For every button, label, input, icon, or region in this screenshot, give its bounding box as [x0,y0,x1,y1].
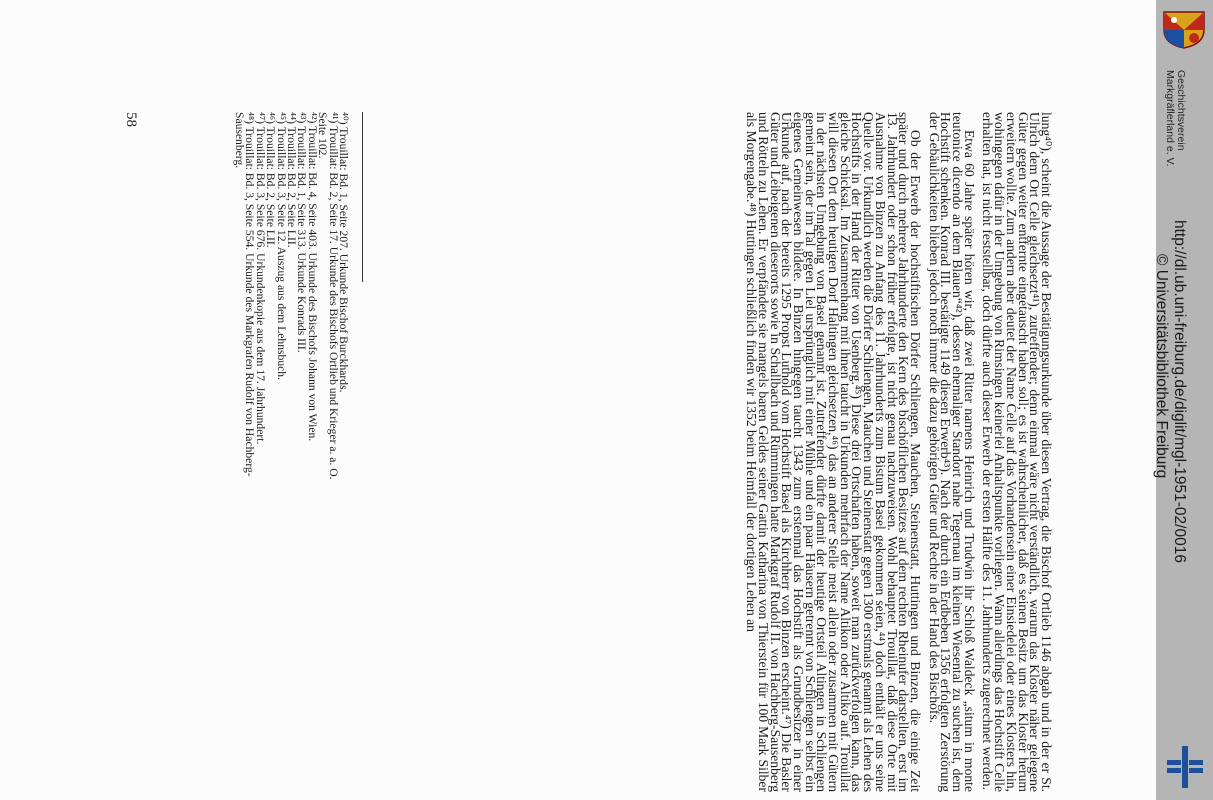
paragraph: Ob der Erwerb der hochstiftischen Dörfer Schliengen, Mauchen, Steinenstatt, Huttingen und Binzen, die einige Zeit später und durch mehrere Jahrhunderte den Kern des bischöflichen Besitzes auf dem rechten Rheinufer darstellten, erst im 13. Jahrhundert oder schon früher erfolgte, ist nicht genau nachzuweisen. Wohl behauptet Trouillat, daß diese Orte mit Ausnahme von Binzen zu Anfang des 11. Jahrhunderts zum Bistum Basel gekommen seien,⁴⁴) doch enthält er uns seine Quelle vor. Urkundlich werden die Dörfer Schliengen, Mauchen und Steinenstatt gegen 1300 erstmals genannt als Lehen des Hochstifts in der Hand der Ritter von Usenberg.⁴⁵) Diese drei Ortschaften haben, soweit man zurückverfolgen kann, das gleiche Schicksal. Im Zusammenhang mit ihnen taucht in Urkunden mehrfach der Name Altikon oder Altiko auf. Trouillat will diesen Ort dem heutigen Dorf Haltingen gleichsetzen,⁴⁶) das an anderer Stelle meist allein oder zusammen mit Gütern in der nächsten Umgebung von Basel genannt ist. Zutreffender dürfte damit der heutige Ortsteil Altingen in Schliengen gemeint sein, der im Tal gegen Liel ursprünglich mit einer Mühle und ein paar Häusern getrennt von Schliengen selbst ein eigenes Gemeinwesen bildete. In Binzen hingegen taucht 1343 zum erstenmal das Hochstift als Grundbesitzer in einer Urkunde auf, nach der bereits 1295 Propst Luthold vom Hochstift Basel als Kirchherr von Binzen erscheint.⁴⁷) Die Basler Güter und Leibeigenen dieserorts sowie in Schallbach und Rümmingen hatte Markgraf Rudolf II. von Hachberg-Sausenberg und Rötteln zu Lehen. Er verpfändete sie mangels baren Geldes seiner Gattin Katharina von Thierstein für 100 Mark Silber als Morgengabe.⁴⁸) Huttingen schließlich finden wir 1352 beim Heimfall der dortigen Lehen an [744,112,923,792]
society-line-1: Geschichtsverein [1175,70,1187,151]
coat-of-arms-logo-icon [1160,8,1208,50]
footnote: ⁴¹) Trouillat: Bd. 2, Seite 17. Urkunde des Bischofs Ortlieb und Krieger a. a. O. [326,112,340,480]
footnote: ⁴⁰) Trouillat: Bd. 1, Seite 207. Urkunde Bischof Burckhards. [337,112,350,393]
permalink-url[interactable]: http://dl.ub.uni-freiburg.de/diglit/mgl-1951-02/0016 [1171,220,1188,563]
footnote: ⁴⁷) Trouillat: Bd. 3, Seite 676. Urkundenkopie aus dem 17. Jahrhundert. [253,112,267,445]
footnote: Seite 102. [316,112,330,159]
ub-freiburg-logo-icon [1163,744,1209,790]
footnote: ⁴⁴) Trouillat: Bd. 2, Seite LII. [284,112,298,248]
paragraph: Etwa 60 Jahre später hören wir, daß zwei Ritter namens Heinrich und Trudwin ihr Schloß Waldeck „situm in monte teutonice dicendo an dem Blauen“⁴²), dessen ehemaliger Standort nahe Tegernau im kleinen Wiesental zu suchen ist, dem Hochstift schenken. Konrad III. bestätigte 1149 diesen Erwerb⁴³). Nach der durch ein Erdbeben 1356 erfolgten Zerstörung der Gebäulichkeiten blieben jedoch noch immer die dazu gehörigen Güter und Rechte in der Hand des Bischofs. [926,112,977,792]
copyright-notice: © Universitätsbibliothek Freiburg [1153,254,1170,479]
footnote: ⁴³) Trouillat: Bd. 1, Seite 313. Urkunde Konrads III. [295,112,309,353]
body-text [745,112,1052,792]
footnote: Sausenberg. [232,112,246,169]
footnote: ⁴⁵) Trouillat: Bd. 3, Seite 12. Auszug aus dem Lehnsbuch. [274,112,288,380]
society-line-2: Markgräflerland e. V. [1164,70,1176,167]
footnote-divider [362,112,363,282]
footnote: ⁴²) Trouillat: Bd. 4, Seite 403. Urkunde des Bischofs Johann von Wien. [305,112,319,442]
footnote: ⁴⁶) Trouillat: Bd. 2, Seite LII. [264,112,278,248]
footnotes [234,112,348,792]
footnote: ⁴⁸) Trouillat: Bd. 3, Seite 554. Urkunde des Markgrafen Rudolf von Hachberg- [243,112,257,477]
paragraph: lung⁴⁰), scheint die Aussage der Bestätigungsurkunde über diesen Vertrag, die Bischof Ortlieb 1146 abgab und in der er St. Ulrich dem Ort Celle gleichsetzt⁴¹), zutreffender; denn einmal wäre nicht verständlich, warum das Kloster näher gelegene Güter gegen weiter entfernte eingetauscht haben soll; es ist wahrscheinlicher, daß es seinen Besitz um das Kloster herum erweitern wollte. Zum andern aber deutet der Name Celle auf das Vorhandensein einer Einsiedelei oder eines Klosters hin, wohingegen dafür in der Umgebung von Rimsingen keinerlei Anhaltspunkte vorliegen. Wann allerdings das Hochstift Celle erhalten hat, ist nicht feststellbar, doch dürfte auch dieser Erwerb der ersten Hälfte des 11. Jahrhunderts zugerechnet werden. [980,112,1054,792]
page-number: 58 [123,112,139,127]
